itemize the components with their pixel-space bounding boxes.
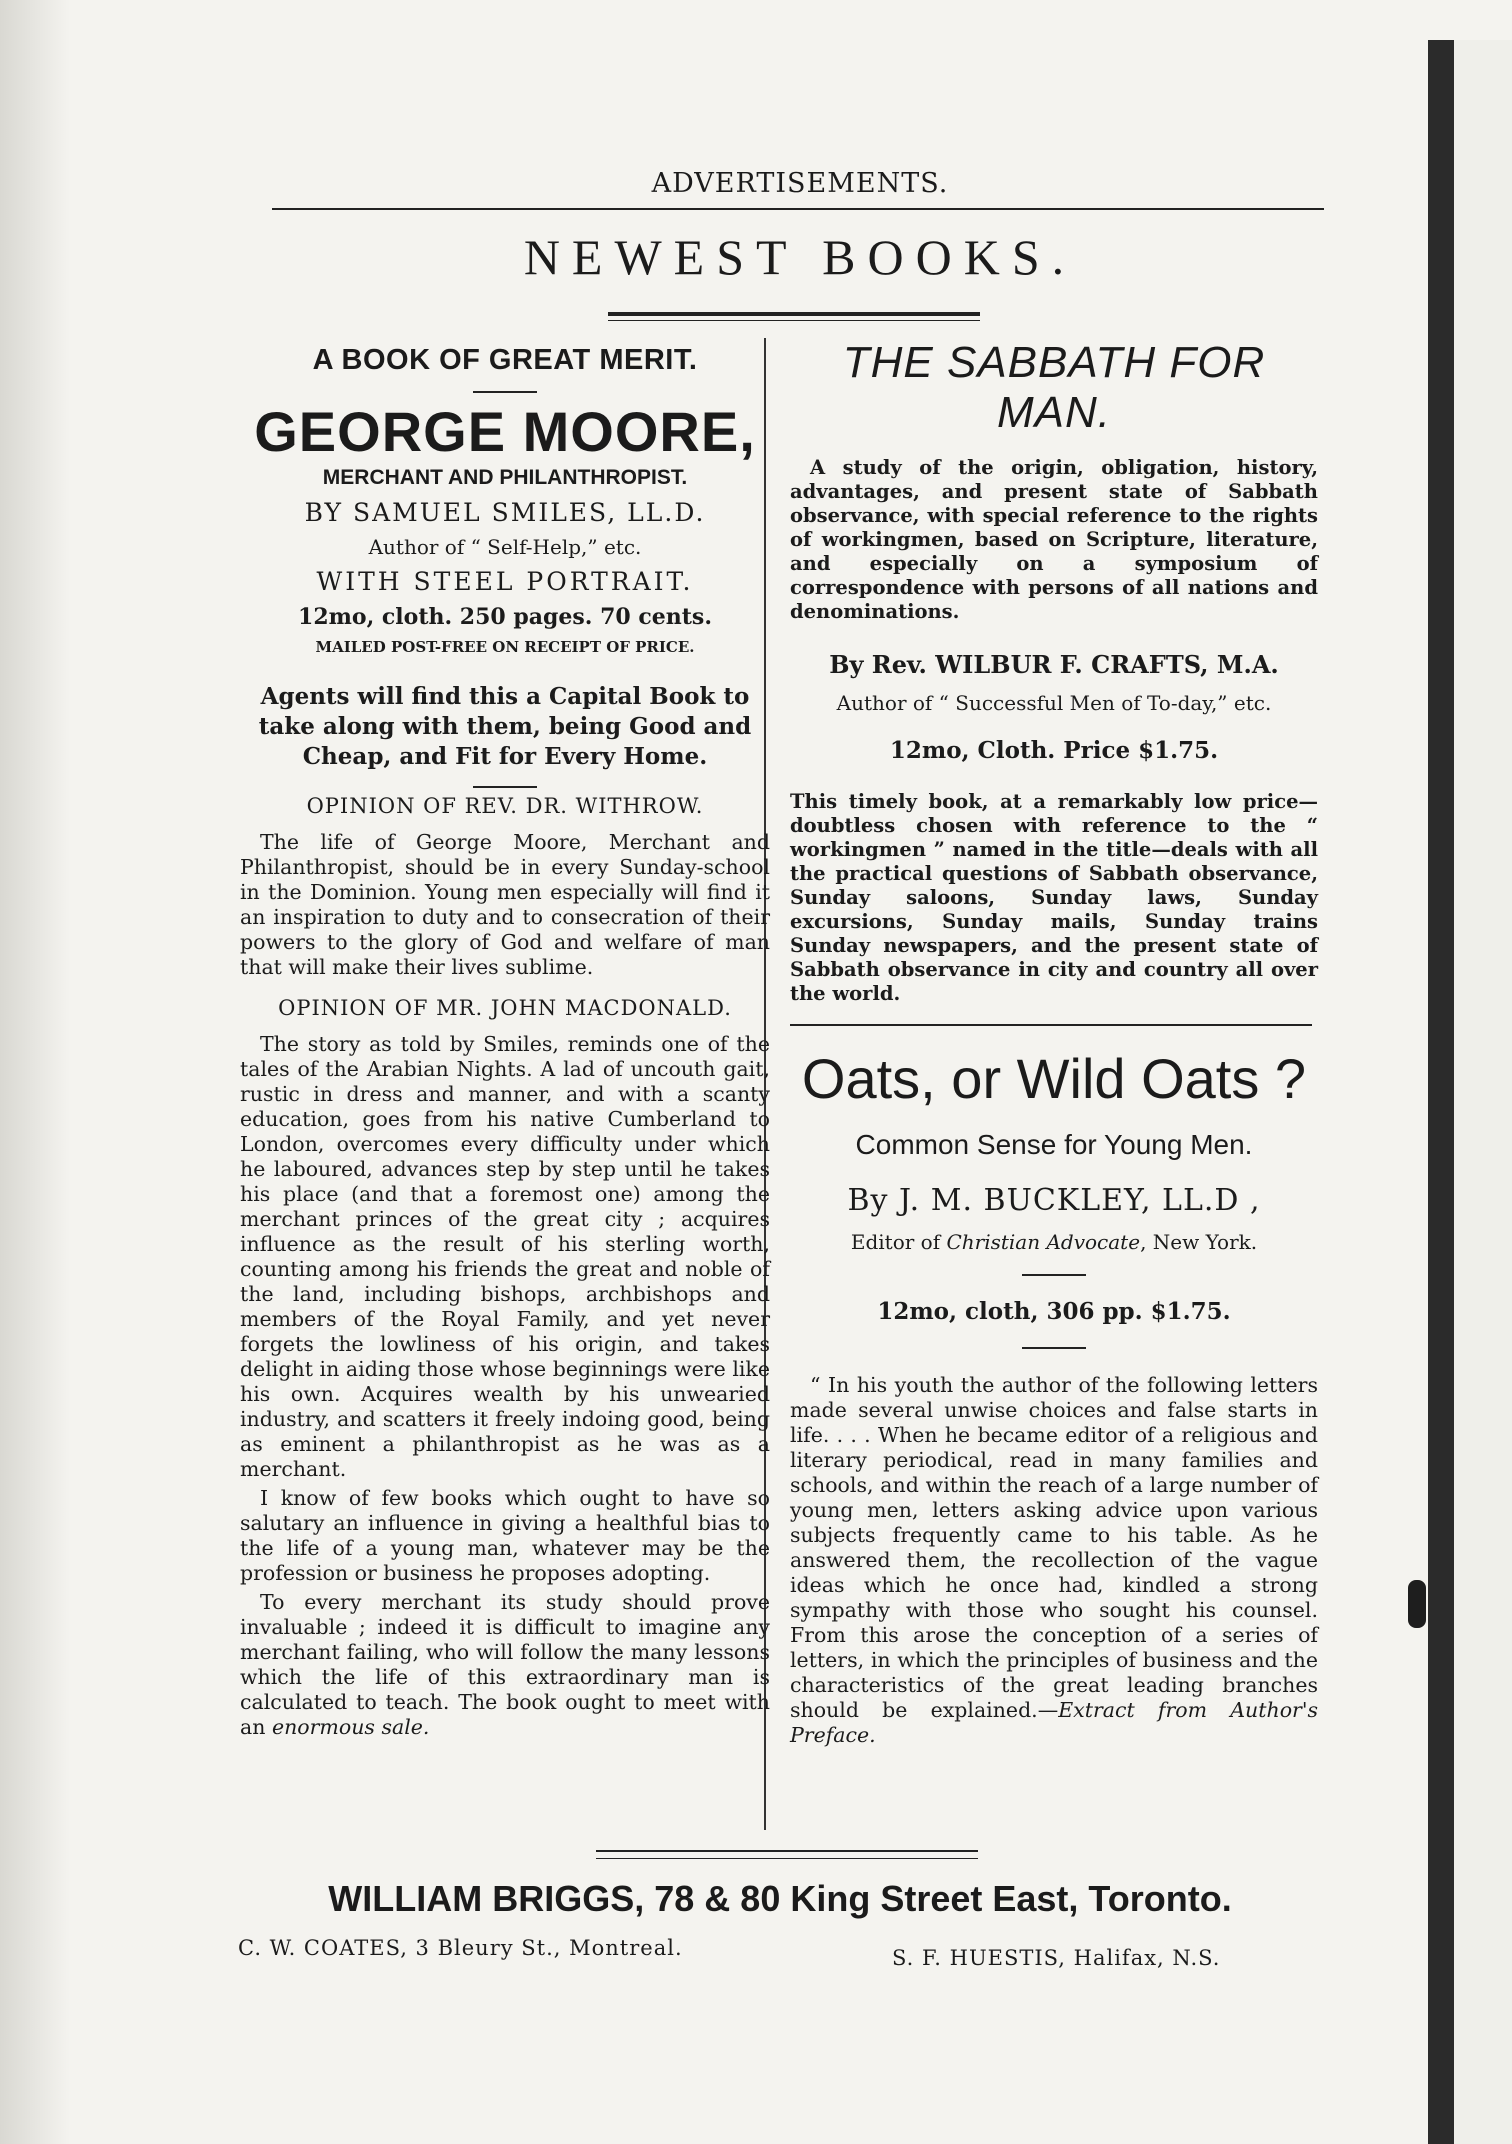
right-column-adverts [790, 330, 1318, 1748]
footer-rule-bottom [596, 1858, 978, 1859]
editor-text: , New York. [1140, 1230, 1258, 1254]
oats-title: Oats, or Wild Oats ? [801, 1047, 1307, 1110]
page-title: NEWEST BOOKS. [523, 229, 1077, 285]
section-header: ADVERTISEMENTS. [651, 168, 949, 199]
oats-extract [790, 1373, 1318, 1748]
author-note: Author of “ Self-Help,” etc. [368, 535, 642, 559]
portrait-note: WITH STEEL PORTRAIT. [316, 567, 694, 596]
montreal-agent: C. W. COATES, 3 Bleury St., Montreal. [238, 1936, 683, 1960]
opinion-text [240, 830, 770, 980]
oats-editor [790, 1230, 1318, 1254]
section-rule [790, 1024, 1312, 1026]
oats-subtitle: Common Sense for Young Men. [855, 1129, 1253, 1160]
sabbath-description [790, 456, 1318, 624]
description-paragraph: A study of the origin, obligation, history, advantages, and present state of Sabbath observance, with special reference to the rights of workingmen, based on Scripture, literature, and especially on a symposium of correspondence with persons of all nations and denominations. [790, 456, 1318, 623]
sabbath-author: By Rev. WILBUR F. CRAFTS, M.A. [829, 650, 1279, 679]
opinion-paragraph: The life of George Moore, Merchant and Philanthropist, should be in every Sunday-school in the Dominion. Young men especially will find it an inspiration to duty and to consecration of their powers to the glory of God and welfare of man that will make their lives sublime. [240, 830, 770, 979]
sabbath-price: 12mo, Cloth. Price $1.75. [889, 737, 1219, 764]
opinion-paragraph: The story as told by Smiles, reminds one of the tales of the Arabian Nights. A lad of uncouth gait, rustic in dress and manner, and with a scanty education, goes from his native Cumberland to London, overcomes every difficulty under which he laboured, advances step by step until he takes his place (and that a foremost one) among the merchant princes of the great city ; acquires influence as the result of his sterling worth, counting among his friends the great and noble of the land, including bishops, archbishops and members of the Royal Family, and yet never forgets the lowliness of his origin, and takes delight in aiding those whose beginnings were like his own. Acquires wealth by his unwearied industry, and scatters it freely indoing good, being as eminent a philanthropist as he was as a merchant. [240, 1032, 770, 1481]
title-underline-thin [608, 320, 980, 321]
divider [473, 786, 537, 788]
opinion-heading: OPINION OF MR. JOHN MACDONALD. [278, 996, 732, 1020]
extract-source: Extract from Author's Preface. [790, 1698, 1318, 1747]
author: BY SAMUEL SMILES, LL.D. [304, 498, 706, 527]
header-rule [272, 208, 1324, 210]
oats-author: By J. M. BUCKLEY, LL.D , [847, 1183, 1261, 1218]
extract-paragraph [790, 1373, 1318, 1748]
halifax-agent: S. F. HUESTIS, Halifax, N.S. [892, 1946, 1221, 1970]
divider [1022, 1347, 1086, 1349]
kicker: A BOOK OF GREAT MERIT. [312, 344, 698, 376]
title-underline-thick [608, 312, 980, 316]
george-moore-advert [240, 330, 770, 1740]
editor-publication: Christian Advocate [946, 1230, 1141, 1254]
opinion-emphasis: enormous sale. [271, 1715, 430, 1739]
book-title: GEORGE MOORE, [254, 400, 756, 463]
oats-price: 12mo, cloth, 306 pp. $1.75. [877, 1298, 1231, 1325]
sabbath-author-note: Author of “ Successful Men of To-day,” etc. [836, 691, 1272, 715]
sabbath-title: THE SABBATH FOR MAN. [842, 338, 1266, 437]
opinion-paragraph: I know of few books which ought to have so salutary an influence in giving a healthful bias to the life of a young man, whatever may be the profession or business he proposes adopting. [240, 1486, 770, 1585]
divider [1022, 1274, 1086, 1276]
divider [473, 391, 537, 393]
opinion-paragraph [240, 1590, 770, 1740]
opinion-text-run: To every merchant its study should prove invaluable ; indeed it is difficult to imagine any merchant failing, who will follow the many lessons which the life of this extraordinary man is calculated to teach. The book ought to meet with an [240, 1590, 770, 1739]
opinion-text [240, 1032, 770, 1740]
sabbath-blurb [790, 790, 1318, 1006]
extract-text: “ In his youth the author of the following letters made several unwise choices and false starts in life. . . . When he became editor of a religious and literary periodical, read in many families and schools, and within the reach of a large number of young men, letters asking advice upon various subjects frequently came to his table. As he answered them, the recollection of the vague ideas which he once had, kindled a strong sympathy with those who sought his counsel. From this arose the conception of a series of letters, in which the principles of business and the characteristics of the great leading branches should be explained.— [790, 1373, 1318, 1722]
mailed-note: MAILED POST-FREE ON RECEIPT OF PRICE. [315, 638, 695, 656]
opinion-heading: OPINION OF REV. DR. WITHROW. [306, 794, 704, 818]
blurb-paragraph: This timely book, at a remarkably low price—doubtless chosen with reference to the “ workingmen ” named in the title—deals with all the practical questions of Sabbath observance, Sunday saloons, Sunday laws, Sunday excursions, Sunday mails, Sunday trains Sunday newspapers, and the present state of Sabbath observance in city and country all over the world. [790, 790, 1318, 1005]
publisher-line: WILLIAM BRIGGS, 78 & 80 King Street East, Toronto. [328, 1878, 1232, 1919]
price: 12mo, cloth. 250 pages. 70 cents. [298, 604, 712, 630]
editor-text: Editor of [850, 1230, 947, 1254]
footer-rule-top [596, 1850, 978, 1852]
agents-note: Agents will find this a Capital Book to take along with them, being Good and Cheap, and Fit for Every Home. [258, 683, 752, 770]
book-subtitle: MERCHANT AND PHILANTHROPIST. [322, 466, 688, 489]
